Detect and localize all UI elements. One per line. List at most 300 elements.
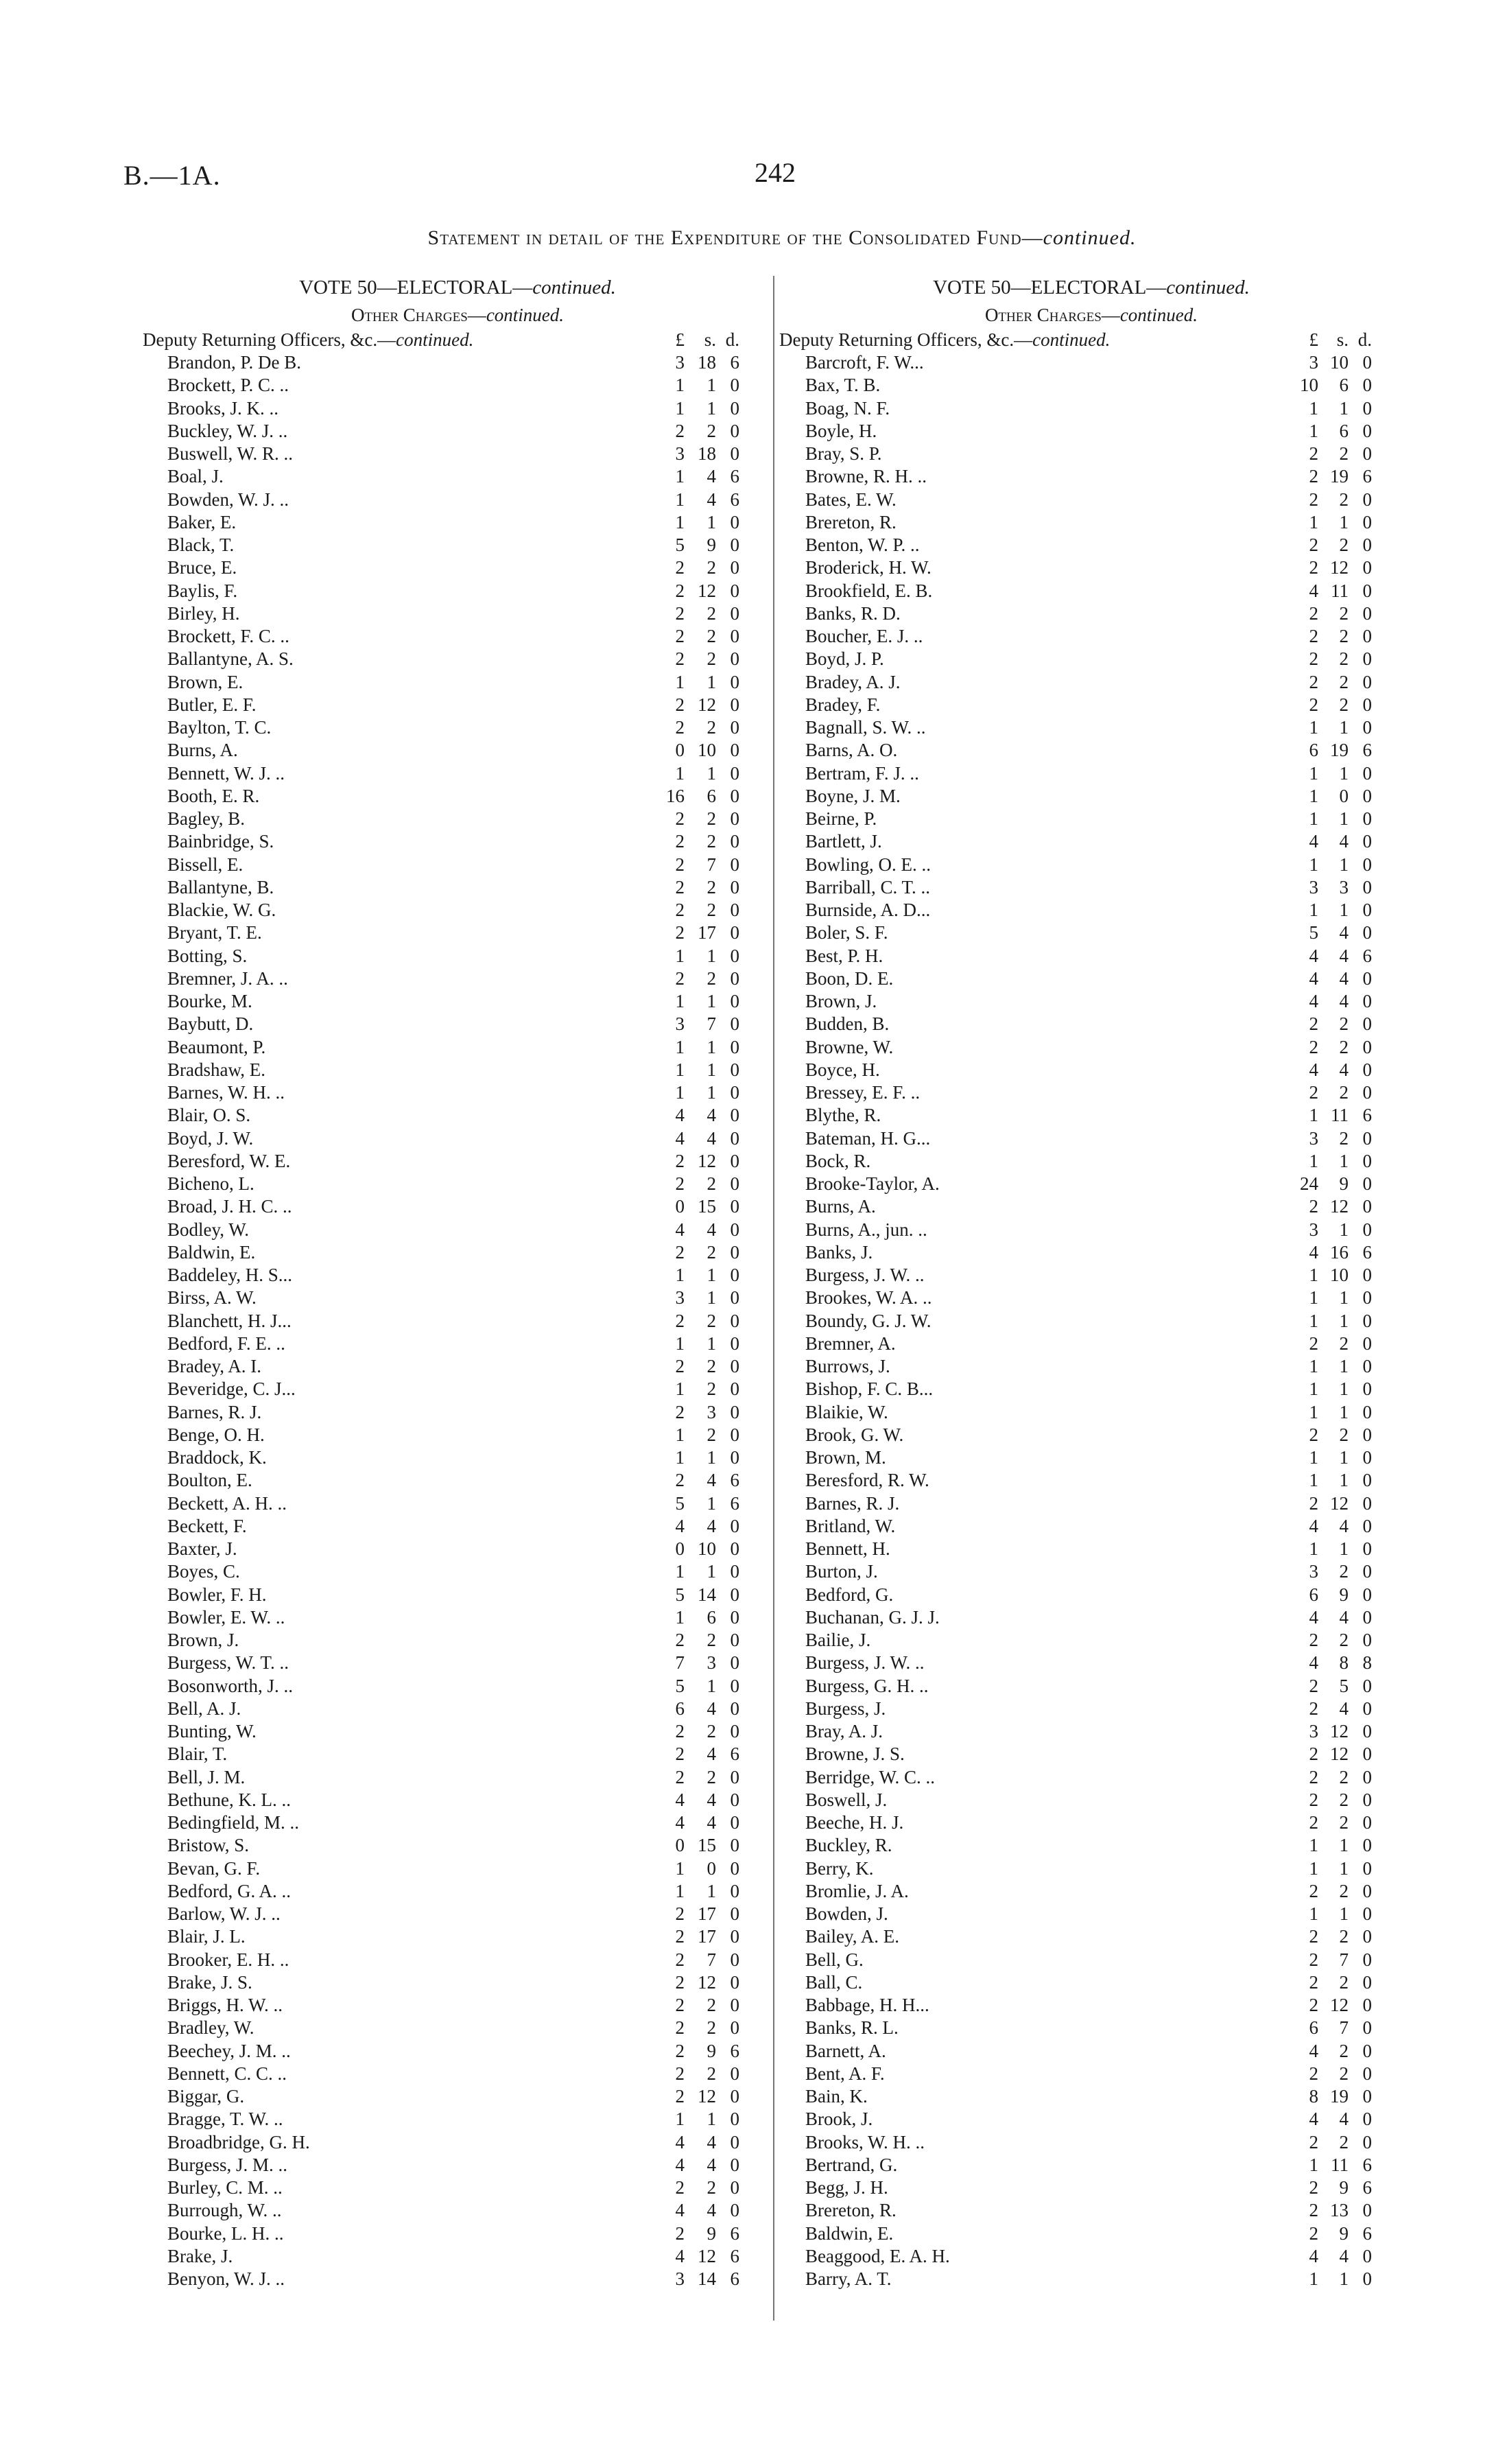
amount-pounds: 2: [650, 1629, 685, 1652]
payee-name: Bailey, A. E.: [805, 1925, 903, 1948]
amount-pounds: 2: [1284, 1081, 1318, 1104]
payee-name: Baldwin, E.: [167, 1241, 259, 1264]
list-item: [779, 1720, 1403, 1743]
amount-pounds: 2: [1284, 1811, 1318, 1834]
payee-name: Burns, A.: [167, 739, 242, 762]
list-item: [779, 1195, 1403, 1218]
amount-shillings: 4: [1321, 830, 1349, 853]
amount-shillings: 1: [689, 374, 716, 397]
amount-pounds: 2: [1284, 1925, 1318, 1948]
list-item: [779, 671, 1403, 694]
amount-pence: 0: [1354, 899, 1372, 922]
amount-shillings: 19: [1321, 465, 1349, 488]
amount-shillings: 1: [689, 397, 716, 420]
payee-name: Baylis, F.: [167, 580, 241, 602]
amount-pounds: 1: [650, 1560, 685, 1583]
amount-pence: 0: [722, 443, 739, 465]
amount-pence: 0: [1354, 1424, 1372, 1446]
amount-pounds: 2: [650, 2176, 685, 2199]
payee-name: Bates, E. W.: [805, 489, 901, 511]
list-item: [143, 2085, 772, 2108]
list-item: [779, 1333, 1403, 1355]
amount-shillings: 2: [689, 420, 716, 443]
payee-name: Burgess, J. W. ..: [805, 1264, 929, 1287]
page-number: 242: [755, 157, 796, 188]
amount-pence: 6: [722, 2222, 739, 2245]
list-item: [779, 1880, 1403, 1903]
amount-pounds: 4: [1284, 1652, 1318, 1674]
amount-shillings: 0: [1321, 785, 1349, 808]
payee-name: Boyd, J. W.: [167, 1127, 257, 1150]
amount-pence: 0: [1354, 1355, 1372, 1378]
list-item: [779, 762, 1403, 785]
amount-pence: 0: [1354, 1036, 1372, 1059]
amount-pence: 0: [1354, 2268, 1372, 2290]
payee-name: Browne, R. H. ..: [805, 465, 931, 488]
amount-pence: 0: [722, 1355, 739, 1378]
payee-name: Begg, J. H.: [805, 2176, 892, 2199]
list-item: [779, 1173, 1403, 1195]
list-item: [143, 1560, 772, 1583]
subheading-continued: continued.: [1032, 329, 1111, 350]
payee-name: Bartlett, J.: [805, 830, 886, 853]
amount-pounds: 1: [1284, 1355, 1318, 1378]
amount-shillings: 7: [1321, 1949, 1349, 1971]
payee-name: Benton, W. P. ..: [805, 534, 924, 556]
amount-pence: 0: [1354, 2245, 1372, 2268]
payee-name: Barns, A. O.: [805, 739, 901, 762]
amount-shillings: 4: [689, 1127, 716, 1150]
amount-pence: 0: [1354, 374, 1372, 397]
list-item: [779, 1036, 1403, 1059]
payee-name: Burns, A., jun. ..: [805, 1219, 932, 1241]
amount-pence: 0: [1354, 2199, 1372, 2222]
payee-name: Bowling, O. E. ..: [805, 854, 935, 876]
amount-pounds: 6: [1284, 739, 1318, 762]
vote-heading-main: VOTE 50—ELECTORAL—: [299, 277, 533, 298]
amount-pence: 0: [722, 1401, 739, 1424]
amount-shillings: 10: [689, 739, 716, 762]
list-item: [779, 1766, 1403, 1789]
amount-pounds: 3: [1284, 1127, 1318, 1150]
amount-pounds: 0: [650, 739, 685, 762]
amount-pounds: 5: [650, 1492, 685, 1515]
amount-pounds: 1: [1284, 1287, 1318, 1309]
list-item: [143, 1949, 772, 1971]
list-item: [143, 899, 772, 922]
payee-name: Bagnall, S. W. ..: [805, 716, 930, 739]
payee-name: Boyd, J. P.: [805, 648, 888, 670]
amount-pounds: 2: [650, 1150, 685, 1173]
amount-shillings: 2: [689, 648, 716, 670]
amount-pounds: 2: [1284, 1036, 1318, 1059]
payee-name: Bedford, G. A. ..: [167, 1880, 295, 1903]
payee-name: Babbage, H. H...: [805, 1994, 934, 2017]
payee-name: Beckett, F.: [167, 1515, 251, 1538]
list-item: [143, 602, 772, 625]
amount-pence: 0: [722, 2017, 739, 2039]
amount-shillings: 2: [689, 556, 716, 579]
amount-pence: 0: [722, 922, 739, 944]
amount-pence: 0: [722, 2085, 739, 2108]
list-item: [143, 1195, 772, 1218]
amount-shillings: 7: [689, 1013, 716, 1035]
payee-name: Burley, C. M. ..: [167, 2176, 287, 2199]
amount-pence: 0: [722, 1264, 739, 1287]
amount-pence: 0: [1354, 1560, 1372, 1583]
amount-pounds: 1: [1284, 397, 1318, 420]
amount-shillings: 2: [689, 1310, 716, 1333]
amount-pence: 0: [722, 556, 739, 579]
amount-pence: 6: [722, 2268, 739, 2290]
list-item: [779, 1104, 1403, 1127]
amount-pence: 0: [722, 1766, 739, 1789]
amount-pence: 0: [722, 1903, 739, 1925]
amount-pounds: 2: [650, 716, 685, 739]
amount-pence: 0: [722, 1081, 739, 1104]
amount-pence: 0: [1354, 2085, 1372, 2108]
amount-pence: 0: [1354, 420, 1372, 443]
amount-pence: 0: [1354, 648, 1372, 670]
subheading-row: [143, 328, 772, 351]
list-item: [143, 1675, 772, 1698]
amount-pounds: 4: [1284, 1059, 1318, 1081]
amount-pence: 6: [722, 465, 739, 488]
payee-name: Bain, K.: [805, 2085, 872, 2108]
payee-name: Baddeley, H. S...: [167, 1264, 296, 1287]
amount-pence: 0: [722, 1013, 739, 1035]
amount-pounds: 1: [650, 1446, 685, 1469]
amount-pounds: 2: [1284, 1698, 1318, 1720]
amount-pounds: 4: [1284, 580, 1318, 602]
payee-name: Burgess, G. H. ..: [805, 1675, 933, 1698]
amount-shillings: 4: [1321, 1059, 1349, 1081]
list-item: [143, 2268, 772, 2290]
amount-pounds: 1: [1284, 1538, 1318, 1560]
amount-pence: 0: [1354, 1606, 1372, 1629]
amount-pounds: 1: [1284, 1857, 1318, 1880]
amount-shillings: 7: [1321, 2017, 1349, 2039]
list-item: [779, 2085, 1403, 2108]
amount-shillings: 1: [1321, 1401, 1349, 1424]
amount-shillings: 9: [1321, 1173, 1349, 1195]
list-item: [779, 899, 1403, 922]
list-item: [143, 443, 772, 465]
amount-pounds: 2: [650, 1241, 685, 1264]
amount-shillings: 9: [689, 534, 716, 556]
payee-name: Beveridge, C. J...: [167, 1378, 300, 1400]
amount-shillings: 1: [689, 1333, 716, 1355]
list-item: [143, 1515, 772, 1538]
list-item: [779, 1652, 1403, 1674]
list-item: [143, 351, 772, 374]
payee-name: Bradey, F.: [805, 694, 884, 716]
amount-pence: 6: [1354, 2154, 1372, 2176]
amount-pence: 0: [722, 2131, 739, 2154]
amount-pounds: 2: [1284, 443, 1318, 465]
amount-pence: 0: [1354, 602, 1372, 625]
amount-pounds: 1: [1284, 1264, 1318, 1287]
amount-shillings: 2: [689, 625, 716, 648]
amount-pounds: 1: [650, 465, 685, 488]
list-item: [143, 2199, 772, 2222]
list-item: [779, 1492, 1403, 1515]
amount-pence: 0: [722, 511, 739, 534]
payee-name: Benge, O. H.: [167, 1424, 269, 1446]
list-item: [779, 2222, 1403, 2245]
amount-pence: 0: [1354, 625, 1372, 648]
amount-shillings: 7: [689, 854, 716, 876]
payee-name: Baylton, T. C.: [167, 716, 275, 739]
list-item: [143, 1698, 772, 1720]
amount-pounds: 2: [650, 2040, 685, 2063]
amount-shillings: 3: [1321, 876, 1349, 899]
amount-shillings: 2: [689, 602, 716, 625]
payee-name: Browne, W.: [805, 1036, 897, 1059]
amount-shillings: 4: [689, 2199, 716, 2222]
list-item: [143, 1925, 772, 1948]
amount-shillings: 1: [1321, 2268, 1349, 2290]
payee-name: Bock, R.: [805, 1150, 875, 1173]
amount-pounds: 2: [650, 602, 685, 625]
payee-name: Brake, J.: [167, 2245, 237, 2268]
list-item: [143, 1743, 772, 1765]
amount-pounds: 2: [650, 1310, 685, 1333]
amount-pounds: 3: [650, 2268, 685, 2290]
amount-pounds: 2: [1284, 465, 1318, 488]
amount-shillings: 4: [689, 1219, 716, 1241]
payee-name: Bradey, A. I.: [167, 1355, 265, 1378]
amount-pounds: 2: [1284, 2063, 1318, 2085]
list-item: [143, 1333, 772, 1355]
amount-pence: 0: [722, 694, 739, 716]
amount-pence: 6: [1354, 945, 1372, 967]
amount-shillings: 2: [1321, 1880, 1349, 1903]
amount-pounds: 0: [650, 1195, 685, 1218]
payee-name: Best, P. H.: [805, 945, 887, 967]
amount-pence: 0: [1354, 1834, 1372, 1857]
amount-pence: 6: [722, 2040, 739, 2063]
amount-pounds: 1: [650, 671, 685, 694]
payee-name: Burgess, J. M. ..: [167, 2154, 292, 2176]
amount-shillings: 2: [689, 1629, 716, 1652]
list-item: [143, 854, 772, 876]
amount-pounds: 2: [650, 1173, 685, 1195]
payee-name: Beeche, H. J.: [805, 1811, 907, 1834]
amount-pence: 0: [722, 1219, 739, 1241]
list-item: [143, 876, 772, 899]
amount-shillings: 17: [689, 922, 716, 944]
amount-pounds: 2: [1284, 602, 1318, 625]
amount-pounds: 2: [650, 694, 685, 716]
amount-pounds: 2: [1284, 1195, 1318, 1218]
payee-name: Brown, E.: [167, 671, 247, 694]
amount-pounds: 1: [650, 1880, 685, 1903]
payee-name: Bennett, H.: [805, 1538, 894, 1560]
amount-shillings: 4: [689, 465, 716, 488]
amount-pounds: 1: [650, 1333, 685, 1355]
amount-shillings: 2: [1321, 1424, 1349, 1446]
payee-name: Boyce, H.: [805, 1059, 884, 1081]
amount-pounds: 1: [650, 1264, 685, 1287]
list-item: [779, 1994, 1403, 2017]
payee-name: Beckett, A. H. ..: [167, 1492, 291, 1515]
amount-pounds: 6: [1284, 2017, 1318, 2039]
amount-pounds: 1: [650, 397, 685, 420]
amount-pounds: 6: [650, 1698, 685, 1720]
amount-pence: 0: [1354, 1173, 1372, 1195]
amount-pence: 6: [722, 1492, 739, 1515]
list-item: [143, 967, 772, 990]
amount-pence: 0: [722, 397, 739, 420]
amount-pence: 6: [722, 489, 739, 511]
charges-heading-main: Other Charges—: [351, 305, 486, 325]
list-item: [143, 625, 772, 648]
amount-pounds: 3: [650, 1013, 685, 1035]
payee-name: Brooks, J. K. ..: [167, 397, 283, 420]
amount-pounds: 2: [1284, 1949, 1318, 1971]
amount-pence: 0: [722, 1789, 739, 1811]
list-item: [779, 2154, 1403, 2176]
list-item: [779, 1401, 1403, 1424]
list-item: [143, 1355, 772, 1378]
amount-pounds: 2: [1284, 2199, 1318, 2222]
amount-pence: 0: [1354, 2108, 1372, 2131]
list-item: [779, 830, 1403, 853]
payee-name: Barcroft, F. W...: [805, 351, 928, 374]
amount-shillings: 2: [689, 1424, 716, 1446]
list-item: [779, 374, 1403, 397]
payee-name: Boswell, J.: [805, 1789, 891, 1811]
amount-shillings: 1: [1321, 1446, 1349, 1469]
amount-shillings: 2: [689, 2017, 716, 2039]
amount-shillings: 2: [1321, 1766, 1349, 1789]
amount-pence: 6: [722, 1469, 739, 1492]
amount-pounds: 2: [650, 808, 685, 830]
amount-pence: 0: [1354, 1629, 1372, 1652]
amount-pounds: 2: [650, 1469, 685, 1492]
list-item: [779, 511, 1403, 534]
subheading-main: Deputy Returning Officers, &c.—: [779, 329, 1033, 350]
payee-name: Bell, G.: [805, 1949, 868, 1971]
payee-name: Burnside, A. D...: [805, 899, 934, 922]
amount-pounds: 1: [650, 1606, 685, 1629]
list-item: [779, 1469, 1403, 1492]
amount-pounds: 2: [650, 1971, 685, 1994]
amount-pence: 0: [722, 1333, 739, 1355]
payee-name: Berry, K.: [805, 1857, 877, 1880]
list-item: [143, 1880, 772, 1903]
payee-name: Ballantyne, B.: [167, 876, 278, 899]
amount-pence: 0: [1354, 1264, 1372, 1287]
list-item: [779, 1538, 1403, 1560]
list-item: [143, 1401, 772, 1424]
amount-pounds: 1: [650, 990, 685, 1013]
payee-name: Boyle, H.: [805, 420, 881, 443]
amount-pounds: 2: [650, 1743, 685, 1765]
payee-name: Biggar, G.: [167, 2085, 248, 2108]
amount-pence: 0: [1354, 967, 1372, 990]
payee-name: Bragge, T. W. ..: [167, 2108, 287, 2131]
list-item: [143, 1766, 772, 1789]
amount-shillings: 4: [689, 1811, 716, 1834]
amount-pounds: 2: [650, 1903, 685, 1925]
amount-pence: 0: [722, 1127, 739, 1150]
list-item: [143, 1264, 772, 1287]
list-item: [143, 739, 772, 762]
payee-name: Boyes, C.: [167, 1560, 244, 1583]
amount-pence: 0: [722, 716, 739, 739]
payee-name: Bremner, J. A. ..: [167, 967, 292, 990]
payee-name: Black, T.: [167, 534, 238, 556]
amount-pounds: 1: [1284, 1150, 1318, 1173]
amount-shillings: 4: [1321, 1698, 1349, 1720]
amount-pounds: 10: [1284, 374, 1318, 397]
currency-pence-header: d.: [722, 328, 739, 351]
payee-name: Bruce, E.: [167, 556, 241, 579]
amount-shillings: 9: [689, 2040, 716, 2063]
list-item: [143, 1241, 772, 1264]
list-item: [143, 1584, 772, 1606]
list-item: [143, 990, 772, 1013]
amount-pence: 0: [1354, 1584, 1372, 1606]
payee-name: Barriball, C. T. ..: [805, 876, 934, 899]
amount-pence: 0: [722, 1971, 739, 1994]
payee-name: Bent, A. F.: [805, 2063, 889, 2085]
charges-heading-continued: continued.: [486, 305, 565, 325]
amount-pounds: 4: [650, 2154, 685, 2176]
amount-shillings: 2: [1321, 648, 1349, 670]
amount-shillings: 5: [1321, 1675, 1349, 1698]
amount-shillings: 1: [689, 671, 716, 694]
list-item: [143, 2040, 772, 2063]
list-item: [143, 1538, 772, 1560]
amount-shillings: 3: [689, 1652, 716, 1674]
amount-pence: 0: [722, 1698, 739, 1720]
list-item: [143, 420, 772, 443]
amount-pence: 0: [1354, 1994, 1372, 2017]
amount-pence: 0: [1354, 671, 1372, 694]
amount-shillings: 4: [1321, 922, 1349, 944]
amount-pounds: 16: [650, 785, 685, 808]
payee-name: Birss, A. W.: [167, 1287, 261, 1309]
payee-name: Boulton, E.: [167, 1469, 257, 1492]
vote-heading-continued: continued.: [532, 277, 616, 298]
amount-pence: 0: [722, 2199, 739, 2222]
amount-shillings: 1: [689, 511, 716, 534]
amount-pounds: 2: [650, 1401, 685, 1424]
list-item: [779, 556, 1403, 579]
amount-pence: 0: [722, 945, 739, 967]
currency-shillings-header: s.: [689, 328, 716, 351]
amount-pounds: 2: [1284, 625, 1318, 648]
payee-name: Bevan, G. F.: [167, 1857, 264, 1880]
amount-shillings: 1: [1321, 899, 1349, 922]
amount-pounds: 1: [1284, 1903, 1318, 1925]
amount-pounds: 2: [650, 876, 685, 899]
amount-pounds: 2: [1284, 2131, 1318, 2154]
payee-name: Botting, S.: [167, 945, 251, 967]
right-column: [779, 273, 1403, 2290]
list-item: [779, 1834, 1403, 1857]
payee-name: Butler, E. F.: [167, 694, 261, 716]
amount-shillings: 2: [689, 967, 716, 990]
charges-heading-main: Other Charges—: [984, 305, 1120, 325]
payee-name: Brown, J.: [167, 1629, 243, 1652]
amount-shillings: 15: [689, 1834, 716, 1857]
list-item: [143, 1720, 772, 1743]
amount-shillings: 9: [1321, 2222, 1349, 2245]
